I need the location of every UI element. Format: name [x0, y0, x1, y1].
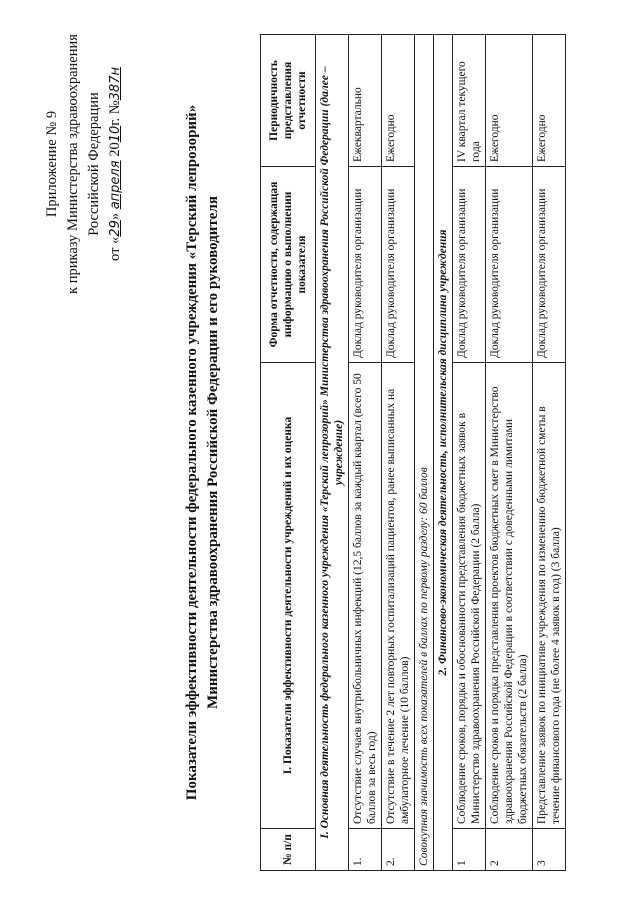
- row-indicator: Отсутствие случаев внутрибольничных инфекций (12,5 баллов за каждый квартал (всего 50 баллов за весь год): [349, 363, 382, 829]
- row-period: Ежегодно: [486, 35, 533, 167]
- section-2-row: [434, 35, 453, 871]
- header-num: № п/п: [261, 829, 316, 871]
- table-header-row: [261, 35, 316, 871]
- handwritten-order-number: 387н: [108, 67, 123, 101]
- row-form: Доклад руководителя организации: [533, 167, 566, 363]
- appendix-country: Российской Федерации: [86, 92, 102, 236]
- document-title: [182, 0, 224, 905]
- row-num: 3: [533, 829, 566, 871]
- handwritten-year: 10: [108, 125, 123, 143]
- section-1-summary: Совокупная значимость всех показателей в баллах по первому разделу: 60 баллов: [415, 35, 434, 871]
- header-period: Периодичность представления отчетности: [261, 35, 316, 167]
- row-period: Ежегодно: [382, 35, 415, 167]
- row-form: Доклад руководителя организации: [453, 167, 486, 363]
- appendix-date-line: от «29» апреля 2010г. №387н: [107, 67, 123, 261]
- header-indicator: I. Показатели эффективности деятельности учреждений и их оценка: [261, 363, 316, 829]
- table-row: [453, 35, 486, 871]
- header-form: Форма отчетности, содержащая информацию о выполнении показателя: [261, 167, 316, 363]
- handwritten-month: апреля: [108, 160, 123, 210]
- table-row: [349, 35, 382, 871]
- row-indicator: Отсутствие в течение 2 лет повторных госпитализаций пациентов, ранее выписанных на амбулаторное лечение (10 баллов): [382, 363, 415, 829]
- row-form: Доклад руководителя организации: [486, 167, 533, 363]
- indicators-table: [260, 34, 566, 871]
- handwritten-day: 29: [108, 220, 123, 237]
- row-indicator: Соблюдение сроков и порядка представления проектов бюджетных смет в Министерство здравоохранения Российской Федерации в соответствии с доведенными лимитами бюджетных обязательств (2 балла): [486, 363, 533, 829]
- row-num: 2: [486, 829, 533, 871]
- table-row: [486, 35, 533, 871]
- row-period: Ежеквартально: [349, 35, 382, 167]
- row-period: IV квартал текущего года: [453, 35, 486, 167]
- title-line-2: Министерства здравоохранения Российской Федерации и его руководителя: [205, 196, 221, 709]
- table-row: [533, 35, 566, 871]
- appendix-number: Приложение № 9: [44, 110, 60, 218]
- summary-row: [415, 35, 434, 871]
- title-line-1: Показатели эффективности деятельности федерального казенного учреждения «Терский лепрозорий»: [184, 104, 200, 801]
- appendix-header: [42, 19, 126, 309]
- row-indicator: Соблюдение сроков, порядка и обоснованности представления бюджетных заявок в Министерство здравоохранения Российской Федерации (2 балла): [453, 363, 486, 829]
- row-period: Ежегодно: [533, 35, 566, 167]
- row-num: 1: [453, 829, 486, 871]
- section-1-row: [316, 35, 349, 871]
- row-form: Доклад руководителя организации: [382, 167, 415, 363]
- section-1-title: I. Основная деятельность федерального казенного учреждения «Терский лепрозорий» Министерства здравоохранения Российской Федерации (далее – учреждение): [316, 35, 349, 871]
- table-row: [382, 35, 415, 871]
- row-indicator: Представление заявок по инициативе учреждения по изменению бюджетной сметы в течение финансового года (не более 4 заявок в год) (3 балла): [533, 363, 566, 829]
- appendix-order-ref: к приказу Министерства здравоохранения: [65, 34, 81, 294]
- section-2-title: 2. Финансово-экономическая деятельность, исполнительская дисциплина учреждения: [434, 35, 453, 871]
- row-form: Доклад руководителя организации: [349, 167, 382, 363]
- row-num: 1.: [349, 829, 382, 871]
- row-num: 2.: [382, 829, 415, 871]
